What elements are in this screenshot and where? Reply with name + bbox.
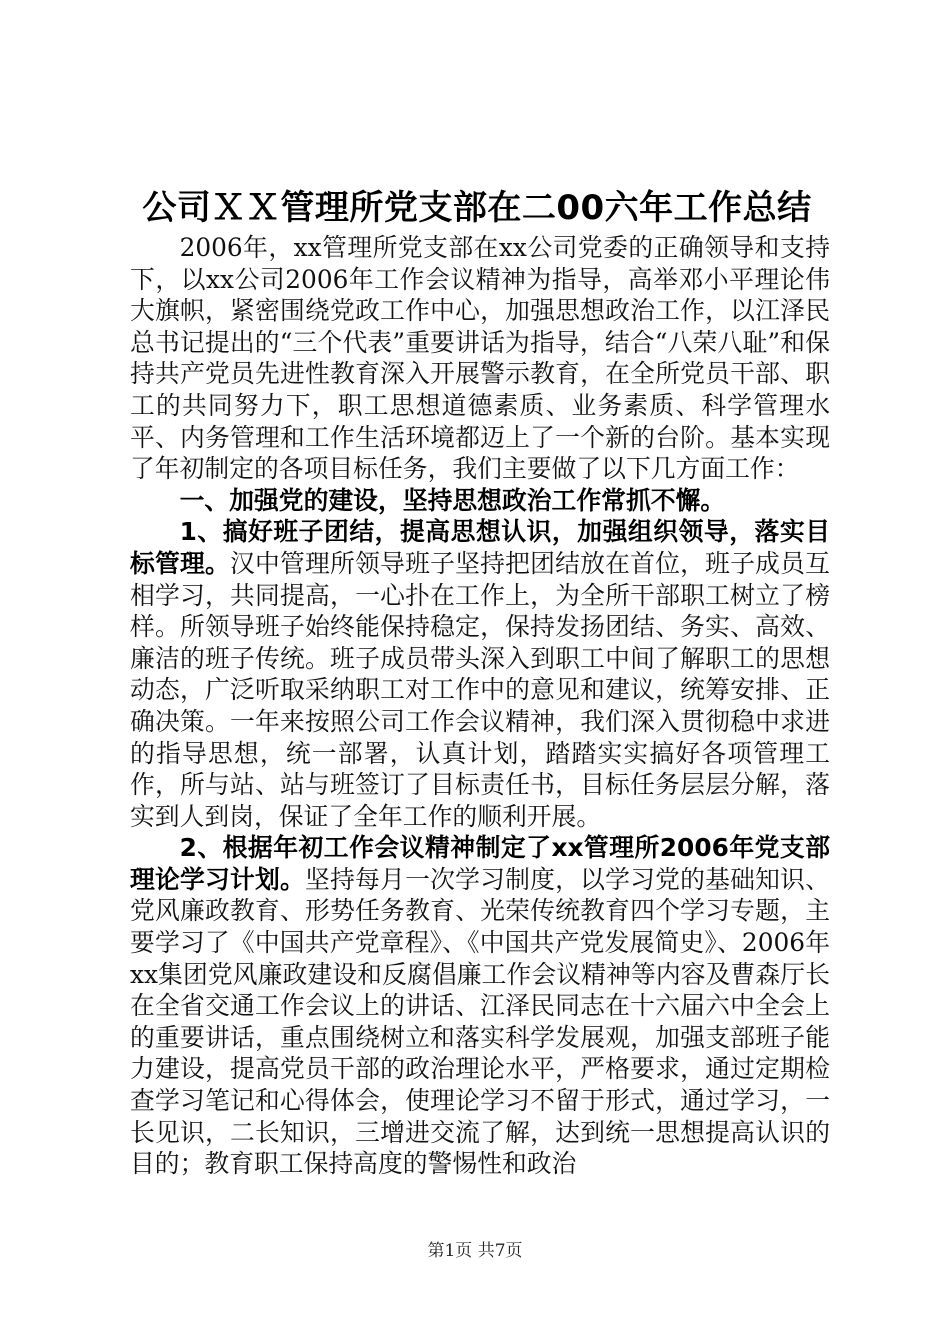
- intro-paragraph: 2006年，xx管理所党支部在xx公司党委的正确领导和支持下，以xx公司2006年工作会议精神为指导，高举邓小平理论伟大旗帜，紧密围绕党政工作中心，加强思想政治工作，以江泽民总书记提出的“三个代表”重要讲话为指导，结合“八荣八耻”和保持共产党员先进性教育深入开展警示教育，在全所党员干部、职工的共同努力下，职工思想道德素质、业务素质、科学管理水平、内务管理和工作生活环境都迈上了一个新的台阶。基本实现了年初制定的各项目标任务，我们主要做了以下几方面工作：: [130, 233, 830, 484]
- document-title: 公司ＸＸ管理所党支部在二00六年工作总结: [142, 188, 812, 228]
- section-heading-1: 一、加强党的建设，坚持思想政治工作常抓不懈。: [179, 485, 726, 515]
- document-body: [130, 186, 830, 1180]
- item-lead-2: 2、根据年初工作会议精神制定了xx管理所2006年党支部理论学习计划。: [130, 833, 830, 894]
- item-body-2: 坚持每月一次学习制度，以学习党的基础知识、党风廉政教育、形势任务教育、光荣传统教育四个学习专题，主要学习了《中国共产党章程》、《中国共产党发展简史》、2006年xx集团党风廉政建设和反腐倡廉工作会议精神等内容及曹森厅长在全省交通工作会议上的讲话、江泽民同志在十六届六中全会上的重要讲话，重点围绕树立和落实科学发展观，加强支部班子能力建设，提高党员干部的政治理论水平，严格要求，通过定期检查学习笔记和心得体会，使理论学习不留于形式，通过学习，一长见识，二长知识，三增进交流了解，达到统一思想提高认识的目的；教育职工保持高度的警惕性和政治: [130, 864, 830, 1179]
- item-paragraph-1: [130, 516, 830, 832]
- page-number-footer: 第1页 共7页: [427, 1241, 523, 1261]
- item-paragraph-2: [130, 832, 830, 1180]
- item-lead-1: 1、搞好班子团结，提高思想认识，加强组织领导，落实目标管理。: [130, 517, 830, 578]
- item-body-1: 汉中管理所领导班子坚持把团结放在首位，班子成员互相学习，共同提高，一心扑在工作上，为全所干部职工树立了榜样。所领导班子始终能保持稳定，保持发扬团结、务实、高效、廉洁的班子传统。班子成员带头深入到职工中间了解职工的思想动态，广泛听取采纳职工对工作中的意见和建议，统筹安排、正确决策。一年来按照公司工作会议精神，我们深入贯彻稳中求进的指导思想，统一部署，认真计划，踏踏实实搞好各项管理工作，所与站、站与班签订了目标责任书，目标任务层层分解，落实到人到岗，保证了全年工作的顺利开展。: [130, 548, 830, 831]
